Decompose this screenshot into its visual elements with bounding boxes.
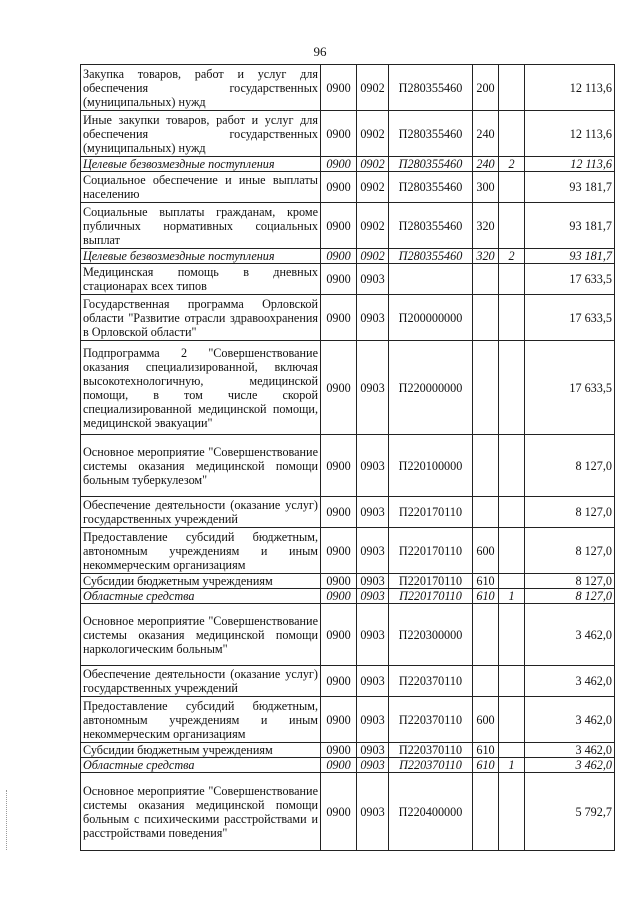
row-name: Обеспечение деятельности (оказание услуг) государственных учреждений (81, 497, 321, 528)
table-row (81, 264, 615, 295)
row-subsection-code: 0903 (357, 697, 389, 743)
row-funding-source-code (499, 341, 525, 435)
row-name: Предоставление субсидий бюджетным, автономным учреждениям и иным некоммерческим организациям (81, 528, 321, 574)
row-section-code: 0900 (321, 264, 357, 295)
table-row (81, 172, 615, 203)
row-funding-source-code (499, 203, 525, 249)
row-expense-type-code (473, 295, 499, 341)
row-target-article-code: П280355460 (389, 157, 473, 172)
table-row (81, 743, 615, 758)
row-target-article-code: П280355460 (389, 249, 473, 264)
row-target-article-code: П220100000 (389, 435, 473, 497)
row-section-code: 0900 (321, 758, 357, 773)
row-funding-source-code (499, 574, 525, 589)
row-amount: 17 633,5 (525, 341, 615, 435)
row-funding-source-code (499, 435, 525, 497)
row-target-article-code: П220300000 (389, 604, 473, 666)
row-amount: 8 127,0 (525, 497, 615, 528)
row-expense-type-code: 240 (473, 157, 499, 172)
row-target-article-code (389, 264, 473, 295)
row-section-code: 0900 (321, 111, 357, 157)
row-section-code: 0900 (321, 497, 357, 528)
row-amount: 93 181,7 (525, 172, 615, 203)
row-amount: 3 462,0 (525, 666, 615, 697)
row-subsection-code: 0903 (357, 528, 389, 574)
row-section-code: 0900 (321, 65, 357, 111)
row-funding-source-code (499, 497, 525, 528)
row-section-code: 0900 (321, 574, 357, 589)
row-subsection-code: 0903 (357, 341, 389, 435)
budget-table-body (81, 65, 615, 851)
row-funding-source-code (499, 697, 525, 743)
row-funding-source-code: 1 (499, 589, 525, 604)
row-expense-type-code (473, 341, 499, 435)
row-section-code: 0900 (321, 341, 357, 435)
row-amount: 8 127,0 (525, 528, 615, 574)
row-amount: 8 127,0 (525, 435, 615, 497)
row-target-article-code: П220400000 (389, 773, 473, 851)
row-target-article-code: П220370110 (389, 697, 473, 743)
row-name: Основное мероприятие "Совершенствование системы оказания медицинской помощи больным туберкулезом" (81, 435, 321, 497)
row-funding-source-code (499, 773, 525, 851)
row-subsection-code: 0903 (357, 589, 389, 604)
row-section-code: 0900 (321, 743, 357, 758)
table-row (81, 666, 615, 697)
row-funding-source-code (499, 111, 525, 157)
row-subsection-code: 0902 (357, 111, 389, 157)
row-funding-source-code: 1 (499, 758, 525, 773)
table-row (81, 574, 615, 589)
row-target-article-code: П280355460 (389, 111, 473, 157)
table-row (81, 111, 615, 157)
row-amount: 3 462,0 (525, 697, 615, 743)
row-expense-type-code: 320 (473, 203, 499, 249)
table-row (81, 758, 615, 773)
row-subsection-code: 0903 (357, 743, 389, 758)
row-amount: 3 462,0 (525, 604, 615, 666)
row-subsection-code: 0903 (357, 295, 389, 341)
row-subsection-code: 0903 (357, 604, 389, 666)
row-section-code: 0900 (321, 697, 357, 743)
row-amount: 17 633,5 (525, 264, 615, 295)
row-section-code: 0900 (321, 203, 357, 249)
row-target-article-code: П280355460 (389, 203, 473, 249)
row-section-code: 0900 (321, 528, 357, 574)
table-row (81, 157, 615, 172)
row-target-article-code: П200000000 (389, 295, 473, 341)
row-name: Основное мероприятие "Совершенствование системы оказания медицинской помощи больным с психическими расстройствами и расстройствами поведения" (81, 773, 321, 851)
row-amount: 3 462,0 (525, 743, 615, 758)
row-funding-source-code: 2 (499, 249, 525, 264)
row-funding-source-code (499, 172, 525, 203)
row-expense-type-code (473, 497, 499, 528)
row-expense-type-code (473, 264, 499, 295)
scan-mark (6, 790, 8, 850)
row-name: Социальное обеспечение и иные выплаты населению (81, 172, 321, 203)
row-name: Подпрограмма 2 "Совершенствование оказания специализированной, включая высокотехнологичную, медицинской помощи, в том числе скорой специализированной медицинской помощи, медицинской эвакуации" (81, 341, 321, 435)
row-expense-type-code (473, 435, 499, 497)
row-section-code: 0900 (321, 249, 357, 264)
row-expense-type-code: 600 (473, 528, 499, 574)
row-name: Целевые безвозмездные поступления (81, 157, 321, 172)
row-section-code: 0900 (321, 295, 357, 341)
table-row (81, 341, 615, 435)
row-section-code: 0900 (321, 435, 357, 497)
table-row (81, 604, 615, 666)
table-row (81, 65, 615, 111)
row-expense-type-code (473, 666, 499, 697)
row-subsection-code: 0902 (357, 65, 389, 111)
table-row (81, 773, 615, 851)
row-name: Закупка товаров, работ и услуг для обеспечения государственных (муниципальных) нужд (81, 65, 321, 111)
table-row (81, 295, 615, 341)
row-funding-source-code: 2 (499, 157, 525, 172)
row-subsection-code: 0902 (357, 203, 389, 249)
row-name: Обеспечение деятельности (оказание услуг) государственных учреждений (81, 666, 321, 697)
row-funding-source-code (499, 264, 525, 295)
row-expense-type-code (473, 604, 499, 666)
row-name: Областные средства (81, 758, 321, 773)
row-section-code: 0900 (321, 604, 357, 666)
row-expense-type-code: 600 (473, 697, 499, 743)
row-target-article-code: П220370110 (389, 743, 473, 758)
row-subsection-code: 0902 (357, 249, 389, 264)
row-subsection-code: 0903 (357, 758, 389, 773)
row-subsection-code: 0903 (357, 497, 389, 528)
table-row (81, 497, 615, 528)
row-target-article-code: П220370110 (389, 758, 473, 773)
row-name: Предоставление субсидий бюджетным, автономным учреждениям и иным некоммерческим организациям (81, 697, 321, 743)
page-number: 96 (313, 44, 327, 59)
row-expense-type-code: 610 (473, 758, 499, 773)
row-name: Областные средства (81, 589, 321, 604)
row-target-article-code: П220370110 (389, 666, 473, 697)
row-funding-source-code (499, 528, 525, 574)
row-subsection-code: 0903 (357, 264, 389, 295)
row-section-code: 0900 (321, 666, 357, 697)
row-name: Медицинская помощь в дневных стационарах всех типов (81, 264, 321, 295)
row-amount: 12 113,6 (525, 111, 615, 157)
row-expense-type-code: 610 (473, 743, 499, 758)
table-row (81, 589, 615, 604)
row-subsection-code: 0902 (357, 172, 389, 203)
row-subsection-code: 0903 (357, 574, 389, 589)
row-target-article-code: П280355460 (389, 65, 473, 111)
row-name: Иные закупки товаров, работ и услуг для обеспечения государственных (муниципальных) нужд (81, 111, 321, 157)
budget-table (80, 64, 615, 851)
row-name: Субсидии бюджетным учреждениям (81, 574, 321, 589)
row-funding-source-code (499, 604, 525, 666)
row-expense-type-code: 240 (473, 111, 499, 157)
table-row (81, 697, 615, 743)
row-target-article-code: П220170110 (389, 528, 473, 574)
row-amount: 93 181,7 (525, 203, 615, 249)
row-amount: 8 127,0 (525, 574, 615, 589)
row-amount: 12 113,6 (525, 65, 615, 111)
row-subsection-code: 0902 (357, 157, 389, 172)
row-expense-type-code: 200 (473, 65, 499, 111)
row-subsection-code: 0903 (357, 773, 389, 851)
row-funding-source-code (499, 743, 525, 758)
table-row (81, 435, 615, 497)
row-expense-type-code (473, 773, 499, 851)
row-funding-source-code (499, 295, 525, 341)
row-expense-type-code: 320 (473, 249, 499, 264)
row-funding-source-code (499, 666, 525, 697)
row-expense-type-code: 300 (473, 172, 499, 203)
row-name: Целевые безвозмездные поступления (81, 249, 321, 264)
row-subsection-code: 0903 (357, 666, 389, 697)
row-subsection-code: 0903 (357, 435, 389, 497)
row-amount: 93 181,7 (525, 249, 615, 264)
row-name: Субсидии бюджетным учреждениям (81, 743, 321, 758)
row-amount: 17 633,5 (525, 295, 615, 341)
table-row (81, 203, 615, 249)
row-funding-source-code (499, 65, 525, 111)
row-section-code: 0900 (321, 172, 357, 203)
row-section-code: 0900 (321, 157, 357, 172)
row-section-code: 0900 (321, 773, 357, 851)
row-target-article-code: П220170110 (389, 497, 473, 528)
row-target-article-code: П280355460 (389, 172, 473, 203)
row-target-article-code: П220000000 (389, 341, 473, 435)
row-section-code: 0900 (321, 589, 357, 604)
row-name: Социальные выплаты гражданам, кроме публичных нормативных социальных выплат (81, 203, 321, 249)
row-name: Основное мероприятие "Совершенствование системы оказания медицинской помощи наркологическим больным" (81, 604, 321, 666)
row-amount: 5 792,7 (525, 773, 615, 851)
row-target-article-code: П220170110 (389, 574, 473, 589)
table-row (81, 249, 615, 264)
row-expense-type-code: 610 (473, 574, 499, 589)
row-amount: 8 127,0 (525, 589, 615, 604)
row-amount: 3 462,0 (525, 758, 615, 773)
table-row (81, 528, 615, 574)
row-name: Государственная программа Орловской области "Развитие отрасли здравоохранения в Орловской области" (81, 295, 321, 341)
row-expense-type-code: 610 (473, 589, 499, 604)
row-amount: 12 113,6 (525, 157, 615, 172)
row-target-article-code: П220170110 (389, 589, 473, 604)
